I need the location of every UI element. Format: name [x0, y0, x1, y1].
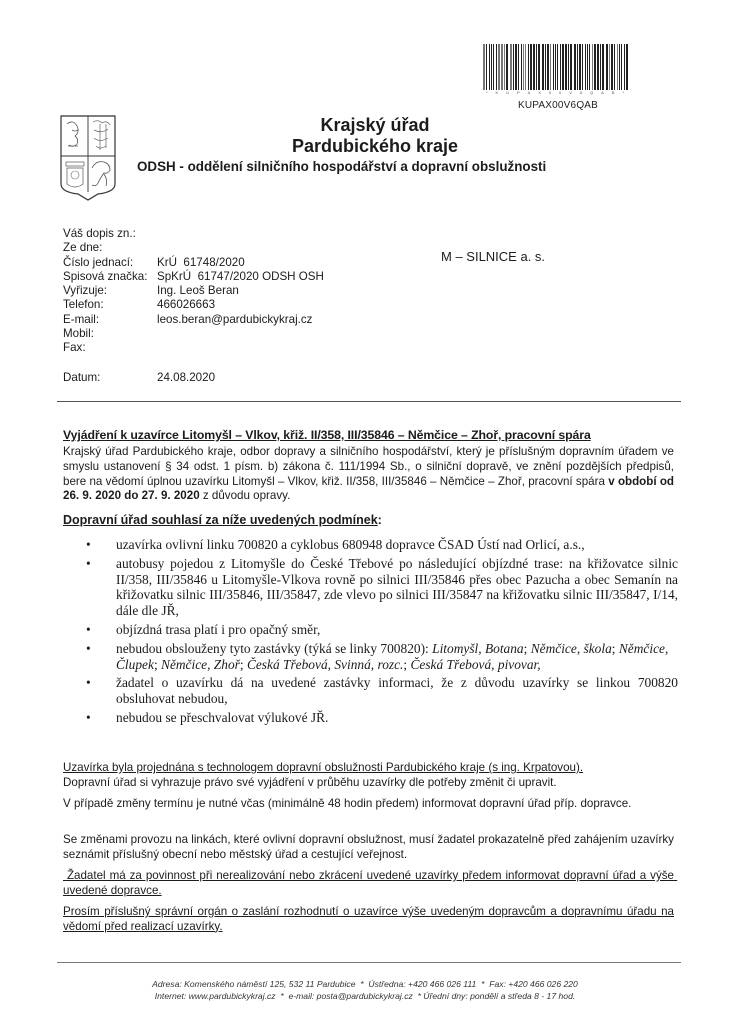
condition-text: objízdná trasa platí i pro opačný směr, — [116, 621, 321, 637]
meta-label: Číslo jednací: — [63, 255, 134, 269]
condition-text: autobusy pojedou z Litomyšle do České Třebové po následující objízdné trase: na křižovatce silnic II/358, III/35846 u Litomyšle-Vlkova rovně po silnici III/35846 přes obec Pazucha a obec Semanín na křižovatku silnic III/35846, III/35847, zde vlevo po silnici III/35847 na křižovatku silnic III/35847, I/14, dále dle JŘ, — [116, 555, 678, 619]
barcode-char: U — [506, 90, 509, 95]
barcode-bar — [582, 44, 583, 90]
barcode-bar — [525, 44, 526, 90]
meta-value: leos.beran@pardubickykraj.cz — [157, 312, 313, 326]
footer — [0, 978, 730, 1002]
bus-stop: Němčice, Zhoř — [161, 656, 240, 672]
barcode-bar — [602, 44, 604, 90]
bus-stop: Litomyšl, Botana — [432, 640, 524, 656]
barcode-bar — [513, 44, 514, 90]
footer-address: Adresa: Komenského náměstí 125, 532 11 Pardubice * Ústředna: +420 466 026 111 * Fax: +420 466 026 220 — [152, 979, 578, 989]
paragraph-service-changes: Se změnami provozu na linkách, které ovlivní dopravní obslužnost, musí žadatel prokazatelně před zahájením uzavírky seznámit příslušný obecní nebo městský úřad a cestující veřejnost. — [63, 833, 674, 861]
intro-text: Krajský úřad Pardubického kraje, odbor dopravy a silničního hospodářství, který je příslušným dopravním úřadem ve smyslu ustanovení § 34 odst. 1 písm. b) zákona č. 111/1994 Sb., o silniční dopravě, ve znění pozdějších předpisů, bere na vědomí úplnou uzavírku Litomyšl – Vlkov, křiž. II/358, III/35846 – Němčice – Zhoř, pracovní spára — [63, 445, 674, 488]
bus-stop: Česká Třebová, Svinná, rozc. — [246, 656, 404, 672]
meta-label: Ze dne: — [63, 241, 103, 255]
barcode-bar — [515, 44, 517, 90]
intro-paragraph — [63, 445, 674, 504]
bus-stop: Česká Třebová, pivovar, — [410, 656, 541, 672]
barcode-bar — [585, 44, 586, 90]
bus-stop: Němčice, škola — [530, 640, 612, 656]
barcode-bar — [617, 44, 618, 90]
meta-label: Spisová značka: — [63, 269, 148, 283]
barcode-char: * — [485, 90, 488, 95]
barcode-bar — [557, 44, 558, 90]
barcode-bar — [521, 44, 522, 90]
barcode-char: B — [611, 90, 615, 95]
barcode-bar — [510, 44, 512, 90]
bullet-icon: • — [86, 675, 91, 691]
barcode-bar — [626, 44, 628, 90]
paragraph-request: Prosím příslušný správní orgán o zaslání rozhodnutí o uzavírce výše uvedeným dopravcům a dopravnímu úřadu na vědomí před realizací uzavírky. — [63, 905, 674, 933]
meta-label: Fax: — [63, 341, 86, 355]
department-name: ODSH - oddělení silničního hospodářství a dopravní obslužnosti — [137, 159, 547, 174]
barcode-bar — [498, 44, 500, 90]
barcode — [482, 44, 628, 90]
barcode-bar — [528, 44, 529, 90]
conditions-heading — [63, 513, 382, 527]
header-divider — [57, 401, 681, 402]
barcode-char: * — [622, 90, 624, 95]
office-region: Pardubického kraje — [291, 136, 459, 156]
meta-value: Ing. Leoš Beran — [157, 284, 239, 298]
barcode-bar — [624, 44, 625, 90]
barcode-bar — [621, 44, 622, 90]
meta-row-reference-number — [63, 256, 324, 270]
barcode-bar — [536, 44, 537, 90]
barcode-bar — [545, 44, 546, 90]
barcode-bar — [589, 44, 590, 90]
barcode-char: A — [527, 90, 531, 95]
paragraph-reservation: Dopravní úřad si vyhrazuje právo své vyjádření v průběhu uzavírky dle potřeby změnit či upravit. — [63, 776, 557, 789]
barcode-char: V — [569, 90, 572, 95]
barcode-char: 0 — [548, 90, 552, 95]
barcode-bar — [614, 44, 615, 90]
barcode-bar — [483, 44, 485, 90]
bullet-icon: • — [86, 640, 91, 656]
document-date — [63, 371, 215, 384]
bullet-icon: • — [86, 621, 91, 637]
meta-row-fax — [63, 341, 324, 355]
bullet-icon: • — [86, 555, 91, 571]
bus-stop: Němčice, Člupek — [116, 640, 669, 672]
barcode-bar — [489, 44, 490, 90]
meta-label: Váš dopis zn.: — [63, 227, 136, 240]
meta-row-your-letter — [63, 227, 324, 241]
barcode-bar — [579, 44, 581, 90]
barcode-bar — [555, 44, 556, 90]
barcode-char: X — [538, 90, 541, 95]
barcode-char: Q — [590, 90, 594, 95]
meta-row-handled-by — [63, 284, 324, 298]
barcode-char: A — [601, 90, 604, 95]
meta-label: Mobil: — [63, 327, 94, 341]
barcode-bar — [493, 44, 494, 90]
meta-value: SpKrÚ 61747/2020 ODSH OSH — [157, 269, 324, 283]
barcode-bar — [547, 44, 549, 90]
barcode-char: 0 — [559, 90, 562, 95]
barcode-bar — [504, 44, 505, 90]
condition-item: • nebudou obslouženy tyto zastávky (týká se linky 700820): Litomyšl, Botana; Němčice, škola; Němčice, Člupek; Němčice, Zhoř; Česká Třebová, Svinná, rozc.; Česká Třebová, pivovar, — [86, 640, 669, 672]
footer-contact: Internet: www.pardubickykraj.cz * e-mail: posta@pardubickykraj.cz * Úřední dny: pondělí a středa 8 - 17 hod. — [154, 991, 576, 1001]
meta-value: 466026663 — [157, 298, 216, 312]
meta-label: Vyřizuje: — [63, 284, 108, 298]
barcode-bar — [597, 44, 599, 90]
meta-row-date-of-letter — [63, 241, 324, 255]
barcode-bar — [523, 44, 524, 90]
footer-divider — [57, 962, 681, 963]
condition-text: žadatel o uzavírku dá na uvedené zastávky informaci, že z důvodu uzavírky se linkou 700820 obsluhovat nebudou, — [116, 675, 678, 707]
barcode-bar — [501, 44, 503, 90]
meta-label: Telefon: — [63, 298, 104, 312]
intro-period: v období od 26. 9. 2020 do 27. 9. 2020 — [63, 474, 675, 503]
barcode-bar — [542, 44, 544, 90]
bullet-icon: • — [86, 709, 91, 725]
barcode-bar — [600, 44, 601, 90]
conditions-list — [86, 537, 678, 729]
intro-tail: z důvodu opravy. — [199, 489, 291, 503]
meta-row-mobile — [63, 327, 324, 341]
condition-text: nebudou se přeschvalovat výlukové JŘ. — [116, 709, 329, 725]
barcode-char: 6 — [579, 90, 583, 95]
barcode-bar — [560, 44, 561, 90]
paragraph-date-change: V případě změny termínu je nutné včas (minimálně 48 hodin předem) informovat dopravní úřad příp. dopravce. — [63, 797, 632, 810]
barcode-bar — [550, 44, 551, 90]
meta-label: E-mail: — [63, 312, 100, 326]
barcode-bar — [538, 44, 540, 90]
barcode-bar — [609, 44, 610, 90]
meta-value: KrÚ 61748/2020 — [157, 255, 245, 269]
barcode-bar — [496, 44, 497, 90]
condition-text: nebudou obslouženy tyto zastávky (týká se linky 700820): — [116, 640, 433, 656]
condition-item — [86, 710, 678, 726]
recipient: M – SILNICE a. s. — [441, 249, 546, 264]
meta-row-phone — [63, 298, 324, 312]
barcode-bar — [530, 44, 532, 90]
barcode-bar — [574, 44, 576, 90]
barcode-bar — [533, 44, 535, 90]
barcode-bar — [506, 44, 508, 90]
meta-row-file-mark — [63, 270, 324, 284]
paragraph-consultation: Uzavírka byla projednána s technologem dopravní obslužnosti Pardubického kraje (s ing. Krpatovou). — [63, 761, 584, 774]
barcode-bar — [553, 44, 554, 90]
paragraph-applicant-duty: Žadatel má za povinnost při nerealizování nebo zkrácení uvedené uzavírky předem informovat dopravní úřad a výše uvedené dopravce. — [63, 869, 678, 897]
meta-row-email — [63, 313, 324, 327]
barcode-bar — [611, 44, 613, 90]
barcode-bar — [565, 44, 567, 90]
condition-item — [86, 537, 678, 553]
bullet-icon: • — [86, 537, 91, 552]
barcode-bar — [587, 44, 588, 90]
condition-text: uzavírka ovlivní linku 700820 a cyklobus 680948 dopravce ČSAD Ústí nad Orlicí, a.s., — [116, 537, 585, 552]
barcode-bar — [486, 44, 487, 90]
barcode-bar — [594, 44, 596, 90]
date-label: Datum: — [63, 371, 101, 384]
barcode-text: KUPAX00V6QAB — [518, 100, 599, 111]
barcode-bar — [562, 44, 564, 90]
barcode-char: P — [516, 90, 520, 95]
barcode-bar — [568, 44, 569, 90]
conditions-heading-text: Dopravní úřad souhlasí za níže uvedených podmínek — [63, 513, 378, 527]
conditions-heading-colon: : — [377, 513, 382, 527]
office-title: Krajský úřad — [320, 115, 430, 135]
barcode-human-readable-chars — [482, 90, 628, 95]
barcode-bar — [491, 44, 492, 90]
barcode-bar — [577, 44, 578, 90]
condition-item — [86, 622, 678, 638]
subject-line: Vyjádření k uzavírce Litomyšl – Vlkov, křiž. II/358, III/35846 – Němčice – Zhoř, pracovní spára — [63, 428, 591, 442]
condition-item — [86, 675, 678, 707]
barcode-bar — [570, 44, 572, 90]
reference-metadata — [63, 227, 324, 356]
barcode-char: K — [495, 90, 499, 95]
barcode-bar — [518, 44, 519, 90]
barcode-bar — [592, 44, 593, 90]
condition-item — [86, 556, 678, 619]
barcode-bar — [606, 44, 608, 90]
barcode-bar — [619, 44, 620, 90]
date-value: 24.08.2020 — [157, 371, 216, 384]
